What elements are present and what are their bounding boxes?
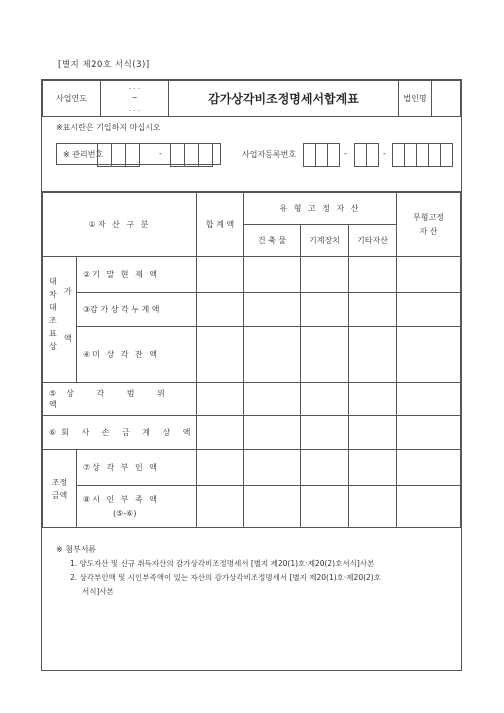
- row7-intangible[interactable]: [397, 450, 461, 486]
- attachment-item-1: 1. 양도자산 및 신규 취득자산의 감가상각비조정명세서 [별지 제20(1)호·제20(2)호서식]사본: [70, 559, 375, 568]
- bs-char-6: 상: [49, 342, 57, 351]
- bizreg-digits-1[interactable]: [304, 143, 340, 167]
- row5-other[interactable]: [349, 383, 397, 416]
- period-end: . . .: [128, 105, 141, 113]
- row6-other[interactable]: [349, 416, 397, 450]
- asset-class-header: ①자 산 구 분: [43, 193, 197, 257]
- mgmt-number-digits-2[interactable]: [171, 143, 213, 167]
- row2-intangible[interactable]: [397, 257, 461, 293]
- row5-label: ⑤상 각 범 위 액: [43, 383, 197, 416]
- row3-machinery[interactable]: [301, 293, 349, 327]
- bs-char-3: 대: [49, 303, 57, 312]
- adjustment-line2: 금액: [51, 490, 68, 500]
- row6-intangible[interactable]: [397, 416, 461, 450]
- id-section: [42, 117, 461, 192]
- bizreg-digits-2[interactable]: [355, 143, 379, 167]
- corp-name-label: 법인명: [399, 81, 432, 117]
- row2-machinery[interactable]: [301, 257, 349, 293]
- row7-label: ⑦상 각 부 인 액: [77, 450, 197, 486]
- row8-other[interactable]: [349, 486, 397, 528]
- row7-other[interactable]: [349, 450, 397, 486]
- bs-char-aek: 액: [64, 334, 72, 343]
- row4-label: ④미 상 각 잔 액: [77, 327, 197, 383]
- bs-char-ga: 가: [64, 287, 72, 296]
- attachments: [56, 543, 451, 599]
- period-start: . . .: [128, 83, 141, 91]
- building-header: 건 축 물: [244, 225, 301, 257]
- row8-label: [77, 486, 197, 528]
- form-title: 감가상각비조정명세서합계표: [169, 81, 399, 117]
- other-assets-header: 기타자산: [349, 225, 397, 257]
- row5-machinery[interactable]: [301, 383, 349, 416]
- bs-char-4: 조: [49, 316, 57, 325]
- row3-label: ③감 가 상 각 누 계 액: [77, 293, 197, 327]
- row2-label: ②기 말 현 재 액: [77, 257, 197, 293]
- corp-name-field[interactable]: [432, 81, 461, 117]
- row5-intangible[interactable]: [397, 383, 461, 416]
- bizreg-digits-3[interactable]: [393, 143, 453, 167]
- row3-intangible[interactable]: [397, 293, 461, 327]
- total-header: 합 계 액: [197, 193, 244, 257]
- attachment-item-2-cont: 서식]사본: [82, 587, 114, 596]
- row4-building[interactable]: [244, 327, 301, 383]
- intangible-line1: 무형고정: [413, 212, 444, 222]
- intangible-line2: 자 산: [419, 226, 438, 236]
- header-table: [42, 80, 461, 117]
- bizreg-dash-2: -: [383, 149, 386, 158]
- row8-sub: (⑤-⑥): [113, 508, 137, 518]
- attachment-item-2: 2. 상각부인액 및 시인부족액이 있는 자산의 감가상각비조정명세서 [별지 제20(1)호·제20(2)호: [70, 573, 381, 582]
- row8-text: ⑧시 인 부 족 액: [83, 494, 159, 504]
- row8-total[interactable]: [197, 486, 244, 528]
- row7-total[interactable]: [197, 450, 244, 486]
- period-tilde: ~: [131, 94, 138, 102]
- biz-year-label: 사업연도: [43, 81, 101, 117]
- bizreg-label: 사업자등록번호: [242, 150, 297, 159]
- row8-intangible[interactable]: [397, 486, 461, 528]
- row3-building[interactable]: [244, 293, 301, 327]
- row6-total[interactable]: [197, 416, 244, 450]
- row5-total[interactable]: [197, 383, 244, 416]
- mgmt-dash: -: [159, 149, 162, 158]
- depreciation-table: [42, 192, 461, 528]
- attachments-title: ※ 첨부서류: [56, 545, 97, 554]
- row4-other[interactable]: [349, 327, 397, 383]
- machinery-header: 기계장치: [301, 225, 349, 257]
- tangible-header: 유 형 고 정 자 산: [244, 193, 397, 225]
- row3-other[interactable]: [349, 293, 397, 327]
- row2-building[interactable]: [244, 257, 301, 293]
- row4-total[interactable]: [197, 327, 244, 383]
- row8-building[interactable]: [244, 486, 301, 528]
- adjustment-line1: 조정: [51, 477, 68, 487]
- mgmt-number-label: ※ 관리번호: [63, 150, 104, 159]
- adjustment-label: [43, 450, 77, 528]
- row6-building[interactable]: [244, 416, 301, 450]
- bs-char-2: 차: [49, 290, 57, 299]
- row6-label: ⑥회 사 손 금 계 상 액: [43, 416, 197, 450]
- row4-intangible[interactable]: [397, 327, 461, 383]
- bizreg-dash-1: -: [344, 149, 347, 158]
- row7-machinery[interactable]: [301, 450, 349, 486]
- bs-char-1: 대: [49, 277, 57, 286]
- row6-machinery[interactable]: [301, 416, 349, 450]
- bs-label: [43, 257, 77, 383]
- row2-other[interactable]: [349, 257, 397, 293]
- row5-building[interactable]: [244, 383, 301, 416]
- row2-total[interactable]: [197, 257, 244, 293]
- bs-char-5: 표: [49, 329, 57, 338]
- row3-total[interactable]: [197, 293, 244, 327]
- biz-period[interactable]: [101, 81, 169, 117]
- row8-machinery[interactable]: [301, 486, 349, 528]
- row4-machinery[interactable]: [301, 327, 349, 383]
- mgmt-number-digits[interactable]: [98, 143, 140, 167]
- intangible-header: [397, 193, 461, 257]
- form-number-label: [별지 제20호 서식(3)]: [58, 60, 150, 70]
- notice-text: ※표시란은 기입하지 마십시오: [56, 123, 161, 132]
- form-frame: [41, 79, 462, 671]
- row7-building[interactable]: [244, 450, 301, 486]
